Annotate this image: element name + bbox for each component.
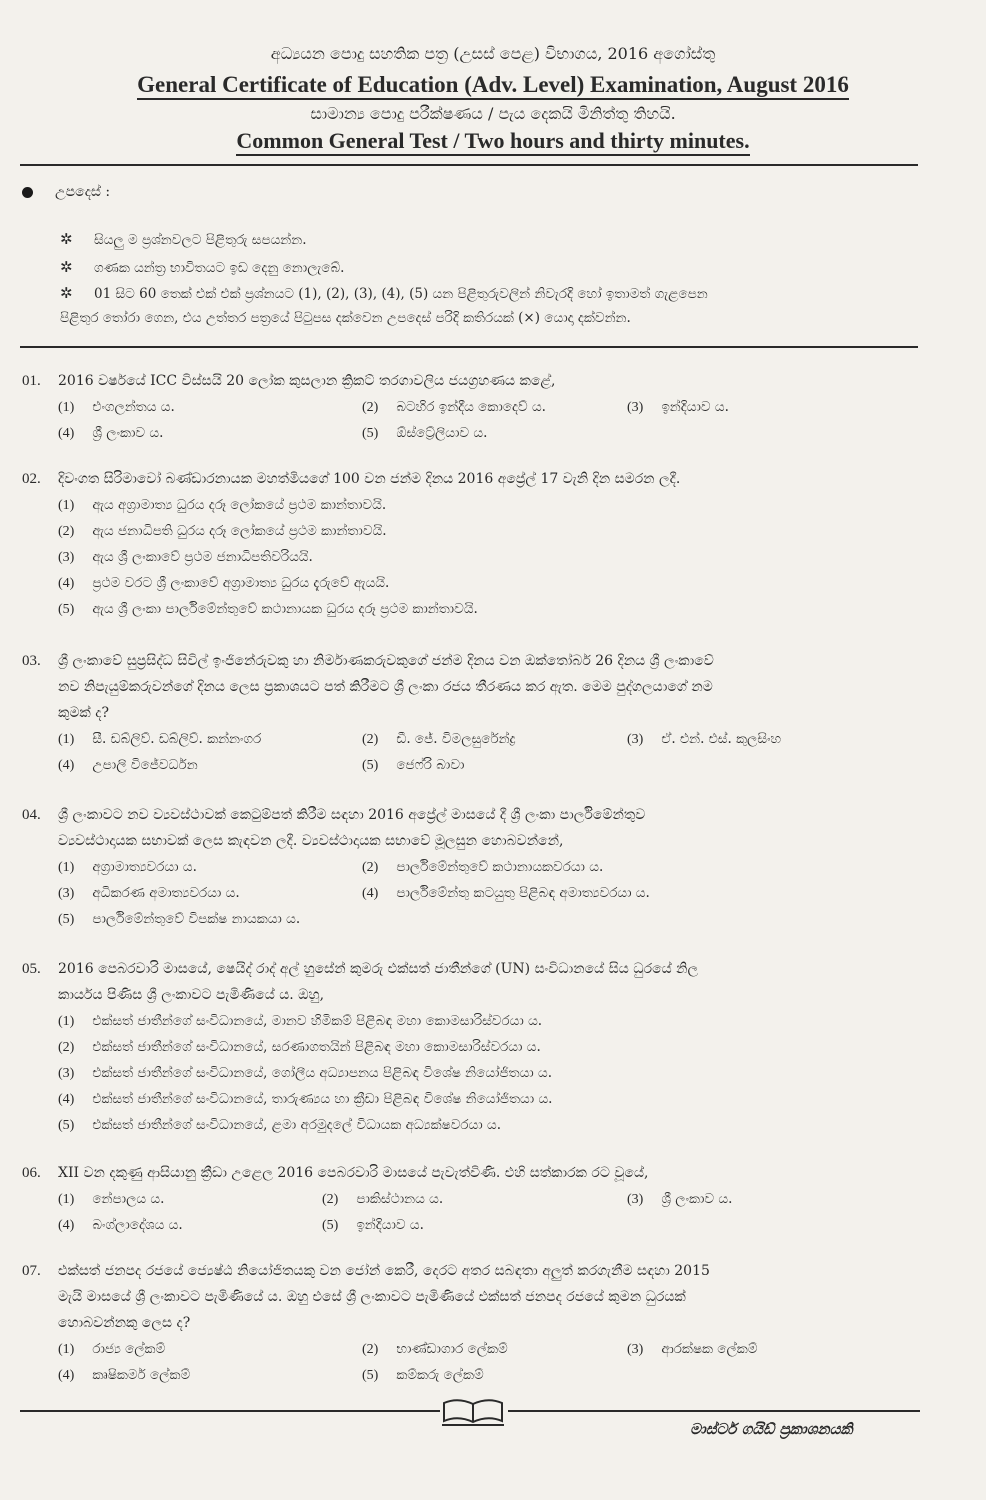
question-stem-line xyxy=(22,802,922,828)
option-text: උපාලි විජේවර්ධන xyxy=(92,757,198,773)
answer-option-3 xyxy=(627,1186,732,1213)
option-text: එක්සත් ජාතීන්ගේ සංවිධානයේ, ගෝලීය අධ්‍යාපනය පිළිබඳ විශේෂ නියෝජිතයා ය. xyxy=(92,1065,553,1081)
instructions-divider xyxy=(20,346,918,348)
option-text: ආරක්ෂක ලේකම් xyxy=(661,1341,758,1357)
option-text: එක්සත් ජාතීන්ගේ සංවිධානයේ, සරණාගතයින් පිළිබඳ මහා කොමසාරිස්වරයා ය. xyxy=(92,1039,541,1055)
answer-option-4 xyxy=(58,1362,190,1389)
options-row xyxy=(22,1008,922,1034)
header-sinhala-subtitle: සාමාන්‍ය පොදු පරීක්ෂණය / පැය දෙකයි මිනිත්තු තිහයි. xyxy=(310,104,676,123)
answer-option-5 xyxy=(362,1362,484,1389)
question-text: එක්සත් ජනපද රජයේ ජ්‍යෙෂ්ඨ නියෝජිතයකු වන ජෝන් කෙරී, දෙරට අතර සබඳතා අලුත් කරගැනීම සඳහා 2015 xyxy=(58,1263,710,1279)
answer-option-5 xyxy=(58,1112,501,1139)
option-text: කම්කරු ලේකම් xyxy=(396,1367,484,1383)
answer-option-5 xyxy=(362,420,487,447)
option-text: ඒ. එන්. එස්. කුලසිංහ xyxy=(661,731,782,747)
answer-option-3 xyxy=(627,726,781,753)
option-number: (4) xyxy=(58,426,75,441)
options-row xyxy=(22,394,922,420)
answer-option-2 xyxy=(322,1186,443,1213)
answer-option-4 xyxy=(58,1212,183,1239)
answer-option-2 xyxy=(362,1336,508,1363)
question-5 xyxy=(22,956,922,1138)
question-number: 06. xyxy=(22,1165,41,1181)
option-number: (4) xyxy=(58,1092,75,1107)
footer-rule-right xyxy=(508,1410,920,1412)
option-text: ශ්‍රී ලංකාව ය. xyxy=(92,425,164,441)
option-number: (2) xyxy=(58,524,75,539)
question-text: කුමක් ද? xyxy=(58,705,109,721)
question-text: කාර්යය පිණිස ශ්‍රී ලංකාවට පැමිණියේ ය. ඔහු, xyxy=(58,987,325,1003)
answer-option-1 xyxy=(58,1008,542,1035)
option-text: ඇය අග්‍රාමාත්‍ය ධුරය දරූ ලෝකයේ ප්‍රථම කාන්තාවයි. xyxy=(92,497,387,513)
header-sinhala-title: අධ්‍යයන පොදු සහතික පත්‍ර (උසස් පෙළ) විභාගය, 2016 අගෝස්තු xyxy=(270,44,716,63)
answer-option-2 xyxy=(362,854,603,881)
instruction-text: ගණක යන්ත්‍ර භාවිතයට ඉඩ දෙනු නොලැබේ. xyxy=(94,260,345,276)
header-english-title xyxy=(0,72,986,98)
options-row xyxy=(22,1336,922,1362)
option-number: (4) xyxy=(58,576,75,591)
option-number: (1) xyxy=(58,1014,75,1029)
answer-option-4 xyxy=(58,1086,552,1113)
answer-option-1 xyxy=(58,394,175,421)
option-number: (2) xyxy=(362,860,379,875)
answer-option-4 xyxy=(58,752,198,779)
option-number: (3) xyxy=(58,886,75,901)
option-number: (2) xyxy=(322,1192,339,1207)
options-row xyxy=(22,880,922,906)
options-row xyxy=(22,420,922,446)
options-row xyxy=(22,906,922,932)
answer-option-5 xyxy=(362,752,465,779)
question-text: දිවංගත සිරිමාවෝ බණ්ඩාරනායක මහත්මියගේ 100 වන ජන්ම දිනය 2016 අප්‍රේල් 17 වැනි දින සමරන ලදී. xyxy=(58,471,681,487)
question-text: 2016 වර්ෂයේ ICC විස්සයි 20 ලෝක කුසලාන ක්‍රිකට් තරගාවලිය ජයග්‍රහණය කළේ, xyxy=(58,373,556,389)
option-number: (4) xyxy=(362,886,379,901)
instructions-heading-text: උපදෙස් : xyxy=(55,184,111,200)
question-4 xyxy=(22,802,922,932)
question-text: ශ්‍රී ලංකාවේ සුප්‍රසිද්ධ සිවිල් ඉංජිනේරුවකු හා නිර්මාණකරුවකුගේ ජන්ම දිනය වන ඔක්තෝබර් 26 දිනය ශ්‍රී ලංකාවේ xyxy=(58,653,714,669)
open-book-icon xyxy=(440,1395,506,1429)
option-text: එක්සත් ජාතීන්ගේ සංවිධානයේ, ළමා අරමුදලේ විධායක අධ්‍යක්ෂවරයා ය. xyxy=(92,1117,501,1133)
option-number: (4) xyxy=(58,1218,75,1233)
instruction-text: සියලු ම ප්‍රශ්නවලට පිළිතුරු සපයන්න. xyxy=(94,232,307,248)
answer-option-2 xyxy=(58,1034,541,1061)
options-row xyxy=(22,752,922,778)
options-row xyxy=(22,1034,922,1060)
answer-option-3 xyxy=(627,1336,757,1363)
answer-option-3 xyxy=(627,394,729,421)
question-stem-line xyxy=(22,648,922,674)
answer-option-4 xyxy=(58,420,163,447)
answer-option-5 xyxy=(58,596,478,623)
options-row xyxy=(22,1086,922,1112)
question-stem-line xyxy=(22,700,922,726)
answer-option-4 xyxy=(362,880,650,907)
option-text: පාකිස්ථානය ය. xyxy=(356,1191,444,1207)
option-text: ඕස්ට්‍රේලියාව ය. xyxy=(396,425,488,441)
option-text: ශ්‍රී ලංකාව ය. xyxy=(661,1191,733,1207)
option-text: බටහිර ඉන්දීය කොදෙව් ය. xyxy=(396,399,546,415)
question-stem-line xyxy=(22,1258,922,1284)
instruction-text: 01 සිට 60 තෙක් එක් එක් ප්‍රශ්නයට (1), (2), (3), (4), (5) යන පිළිතුරුවලින් නිවැරදි හෝ ඉතාමත් ගැළපෙන xyxy=(94,286,708,302)
options-row xyxy=(22,492,922,518)
option-number: (5) xyxy=(362,1368,379,1383)
option-number: (2) xyxy=(362,400,379,415)
question-number: 02. xyxy=(22,471,41,487)
question-3 xyxy=(22,648,922,778)
answer-option-1 xyxy=(58,854,197,881)
option-text: එක්සත් ජාතීන්ගේ සංවිධානයේ, මානව හිමිකම් පිළිබඳ මහා කොමසාරිස්වරයා ය. xyxy=(92,1013,543,1029)
option-number: (3) xyxy=(58,550,75,565)
instruction-item xyxy=(60,284,920,302)
question-text: ශ්‍රී ලංකාවට නව ව්‍යවස්ථාවක් කෙටුම්පත් කිරීම සඳහා 2016 අප්‍රේල් මාසයේ දී ශ්‍රී ලංකා පාර්ලිමේන්තුව xyxy=(58,807,646,823)
option-text: සී. ඩබ්ලිව්. ඩබ්ලිව්. කන්නංගර xyxy=(92,731,262,747)
option-text: ඉන්දියාව ය. xyxy=(356,1217,424,1233)
option-number: (5) xyxy=(58,912,75,927)
option-text: නේපාලය ය. xyxy=(92,1191,165,1207)
option-text: පාර්ලිමේන්තුවේ කථානායකවරයා ය. xyxy=(396,859,604,875)
instructions-heading xyxy=(22,184,110,200)
option-number: (1) xyxy=(58,1192,75,1207)
answer-option-3 xyxy=(58,1060,552,1087)
question-number: 07. xyxy=(22,1263,41,1279)
question-stem-line xyxy=(22,828,922,854)
options-row xyxy=(22,1212,922,1238)
option-number: (1) xyxy=(58,860,75,875)
options-row xyxy=(22,726,922,752)
option-number: (1) xyxy=(58,400,75,415)
option-number: (5) xyxy=(362,426,379,441)
answer-option-1 xyxy=(58,1186,164,1213)
option-text: කෘෂිකර්ම ලේකම් xyxy=(92,1367,191,1383)
header-divider xyxy=(20,164,918,166)
header-english-title-text: General Certificate of Education (Adv. Level) Examination, August 2016 xyxy=(137,72,849,100)
options-row xyxy=(22,1112,922,1138)
answer-option-2 xyxy=(362,394,546,421)
question-text: ව්‍යවස්ථාදායක සභාවක් ලෙස කැඳවන ලදී. ව්‍යවස්ථාදායක සභාවේ මූලසුන හොබවන්නේ, xyxy=(58,833,564,849)
options-row xyxy=(22,1362,922,1388)
answer-option-4 xyxy=(58,570,389,597)
asterisk-icon: ✲ xyxy=(60,230,73,248)
options-row xyxy=(22,596,922,622)
option-number: (4) xyxy=(58,1368,75,1383)
answer-option-1 xyxy=(58,726,261,753)
option-text: ඩී. ජේ. විමලසුරේන්ද්‍ර xyxy=(396,731,516,747)
options-row xyxy=(22,570,922,596)
answer-option-1 xyxy=(58,492,386,519)
question-6 xyxy=(22,1160,922,1238)
asterisk-icon: ✲ xyxy=(60,284,73,302)
question-number: 05. xyxy=(22,961,41,977)
option-number: (2) xyxy=(362,732,379,747)
answer-option-1 xyxy=(58,1336,165,1363)
option-number: (1) xyxy=(58,1342,75,1357)
question-text: හොබවන්නකු ලෙස ද? xyxy=(58,1315,191,1331)
option-text: ඇය ජනාධිපති ධුරය දරූ ලෝකයේ ප්‍රථම කාන්තාවයි. xyxy=(92,523,387,539)
option-number: (3) xyxy=(627,732,644,747)
option-number: (3) xyxy=(627,400,644,415)
instruction-item-continuation: පිළිතුර තෝරා ගෙන, එය උත්තර පත්‍රයේ පිටුපස දක්වෙන උපදෙස් පරිදි කතිරයක් (×) යොදා දක්වන්න. xyxy=(60,310,631,326)
option-number: (5) xyxy=(58,1118,75,1133)
answer-option-5 xyxy=(58,906,300,933)
option-text: බංග්ලාදේශය ය. xyxy=(92,1217,183,1233)
option-number: (5) xyxy=(362,758,379,773)
question-text: මැයි මාසයේ ශ්‍රී ලංකාවට පැමිණියේ ය. ඔහු එසේ ශ්‍රී ලංකාවට පැමිණියේ එක්සත් ජනපද රජයේ කුමන ධුරයක් xyxy=(58,1289,686,1305)
asterisk-icon: ✲ xyxy=(60,258,73,276)
option-number: (3) xyxy=(627,1342,644,1357)
publisher-name: මාස්ටර් ගයිඩ් ප්‍රකාශනයකි xyxy=(690,1420,853,1438)
answer-option-2 xyxy=(362,726,516,753)
footer-rule-left xyxy=(20,1410,440,1412)
header-english-subtitle xyxy=(0,128,986,154)
options-row xyxy=(22,1060,922,1086)
answer-option-3 xyxy=(58,880,240,907)
option-text: එක්සත් ජාතීන්ගේ සංවිධානයේ, තාරුණ්‍යය හා ක්‍රීඩා පිළිබඳ විශේෂ නියෝජිතයා ය. xyxy=(92,1091,553,1107)
option-text: ජෙෆ්රි බාවා xyxy=(396,757,465,773)
option-number: (3) xyxy=(58,1066,75,1081)
question-stem-line xyxy=(22,466,922,492)
answer-option-5 xyxy=(322,1212,424,1239)
question-number: 03. xyxy=(22,653,41,669)
options-row xyxy=(22,1186,922,1212)
option-number: (3) xyxy=(627,1192,644,1207)
option-number: (2) xyxy=(58,1040,75,1055)
options-row xyxy=(22,518,922,544)
option-number: (1) xyxy=(58,732,75,747)
option-text: එංගලන්තය ය. xyxy=(92,399,175,415)
answer-option-2 xyxy=(58,518,387,545)
answer-option-3 xyxy=(58,544,313,571)
bullet-icon xyxy=(22,187,33,198)
option-text: අග්‍රාමාත්‍යවරයා ය. xyxy=(92,859,197,875)
header-english-subtitle-text: Common General Test / Two hours and thirty minutes. xyxy=(236,128,749,156)
question-7 xyxy=(22,1258,922,1388)
question-stem-line xyxy=(22,368,922,394)
instruction-item xyxy=(60,258,920,276)
option-text: රාජ්‍ය ලේකම් xyxy=(92,1341,166,1357)
question-stem-line xyxy=(22,1310,922,1336)
option-text: ඇය ශ්‍රී ලංකා පාර්ලිමේන්තුවේ කථානායක ධුරය දරූ ප්‍රථම කාන්තාවයි. xyxy=(92,601,478,617)
option-text: ඇය ශ්‍රී ලංකාවේ ප්‍රථම ජනාධිපතිවරියයි. xyxy=(92,549,313,565)
options-row xyxy=(22,544,922,570)
question-number: 04. xyxy=(22,807,41,823)
option-text: ඉන්දියාව ය. xyxy=(661,399,729,415)
question-stem-line xyxy=(22,1160,922,1186)
options-row xyxy=(22,854,922,880)
option-text: අධිකරණ අමාත්‍යවරයා ය. xyxy=(92,885,240,901)
question-stem-line xyxy=(22,982,922,1008)
option-text: භාණ්ඩාගාර ලේකම් xyxy=(396,1341,508,1357)
option-number: (2) xyxy=(362,1342,379,1357)
option-text: ප්‍රථම වරට ශ්‍රී ලංකාවේ අග්‍රාමාත්‍ය ධුරය දැරුවේ ඇයයි. xyxy=(92,575,390,591)
option-number: (5) xyxy=(58,602,75,617)
option-text: පාර්ලිමේන්තු කටයුතු පිළිබඳ අමාත්‍යවරයා ය. xyxy=(396,885,650,901)
question-2 xyxy=(22,466,922,622)
question-1 xyxy=(22,368,922,446)
question-text: XII වන දකුණු ආසියානු ක්‍රීඩා උළෙල 2016 පෙබරවාරි මාසයේ පැවැත්විණි. එහි සත්කාරක රට වූයේ, xyxy=(58,1165,649,1181)
option-number: (5) xyxy=(322,1218,339,1233)
question-text: 2016 පෙබරවාරි මාසයේ, ෂෙයිද් රාද් අල් හුසේන් කුමරු එක්සත් ජාතීන්ගේ (UN) සංවිධානයේ සිය ධුරයේ නිල xyxy=(58,961,699,977)
option-number: (1) xyxy=(58,498,75,513)
instruction-item xyxy=(60,230,920,248)
option-text: පාර්ලිමේන්තුවේ විපක්ෂ නායකයා ය. xyxy=(92,911,301,927)
question-text: නව නිපැයුම්කරුවන්ගේ දිනය ලෙස ප්‍රකාශයට පත් කිරීමට ශ්‍රී ලංකා රජය තීරණය කර ඇත. මෙම පුද්ගලයාගේ නම xyxy=(58,679,713,695)
question-number: 01. xyxy=(22,373,41,389)
option-number: (4) xyxy=(58,758,75,773)
question-stem-line xyxy=(22,1284,922,1310)
question-stem-line xyxy=(22,674,922,700)
question-stem-line xyxy=(22,956,922,982)
